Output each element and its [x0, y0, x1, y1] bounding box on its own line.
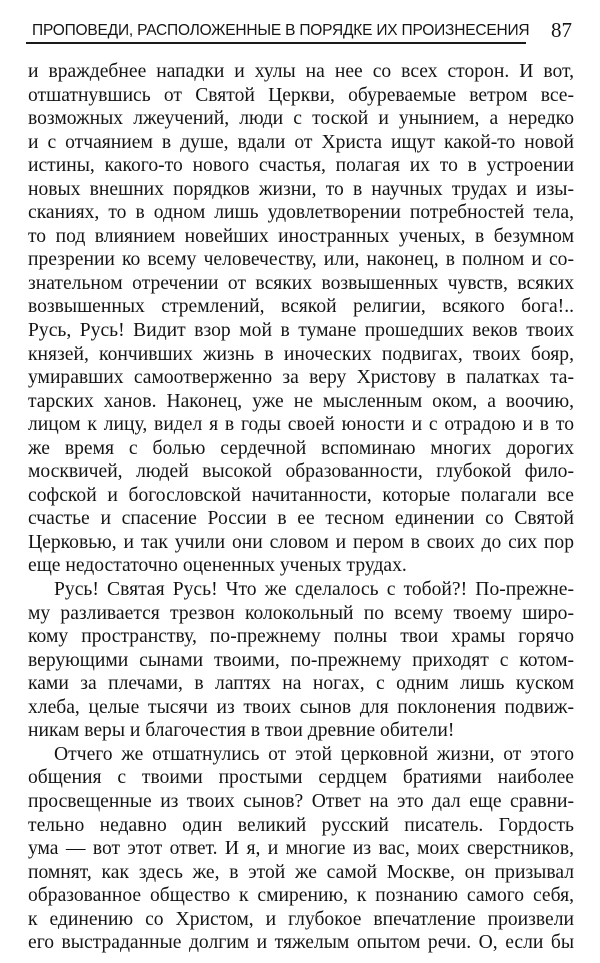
body-text [28, 60, 574, 955]
text-line: знательном отречении от всяких возвышенных чувств, всяких [28, 272, 574, 294]
text-line: истины, какого-то нового счастья, полагая их то в устроении [28, 155, 574, 177]
text-line: счастье и спасение России в ее тесном единении со Святой [28, 508, 574, 530]
text-line: и враждебнее нападки и хулы на нее со всех сторон. И вот, [28, 61, 574, 82]
text-line: к единению со Христом, и глубокое впечатление произвели [28, 908, 574, 930]
text-line: возвышенных стремлений, всякой религии, всякого бога!.. [28, 296, 574, 318]
text-line: ками за плечами, в лаптях на ногах, с одним лишь куском [28, 673, 574, 695]
paragraph [28, 743, 574, 955]
text-line: помнят, как здесь же, в этой же самой Москве, он призывал [28, 861, 574, 883]
paragraph [28, 578, 574, 743]
text-line: и с отчаянием в душе, вдали от Христа ищут какой-то новой [28, 131, 574, 153]
text-line: возможных лжеучений, люди с тоской и унынием, а нередко [28, 108, 574, 130]
text-line: му разливается трезвон колокольный по всему твоему широ- [28, 602, 574, 624]
text-line: верующими сынами твоими, по-прежнему приходят с котом- [28, 649, 574, 671]
paragraph [28, 60, 574, 578]
text-line: умиравших самоотверженно за веру Христову в палатках та- [28, 367, 574, 389]
text-line: лицом к лицу, видел я в годы своей юности и с отрадою и в то [28, 414, 574, 436]
text-line: просвещенные из твоих сынов? Ответ на это дал еще сравни- [28, 790, 574, 812]
text-line: отшатнувшись от Святой Церкви, обуреваемые ветром все- [28, 84, 574, 106]
text-line: новых внешних порядков жизни, то в научных трудах и изы- [28, 178, 574, 200]
text-line: общения с твоими простыми сердцем братиями наиболее [28, 767, 574, 789]
text-line: Отчего же отшатнулись от этой церковной жизни, от этого [54, 743, 574, 765]
text-line: Русь, Русь! Видит взор мой в тумане прошедших веков твоих [28, 320, 574, 342]
text-line: же время с болью сердечной вспоминаю многих дорогих [28, 437, 574, 459]
text-line: кому пространству, по-прежнему полны твои храмы горячо [28, 626, 574, 648]
page-number: 87 [551, 18, 572, 42]
running-header [26, 14, 574, 44]
text-line: еще недостаточно оцененных ученых трудах. [28, 555, 407, 577]
running-title: ПРОПОВЕДИ, РАСПОЛОЖЕННЫЕ В ПОРЯДКЕ ИХ ПРОИЗНЕСЕНИЯ [32, 22, 530, 39]
text-line: то под влиянием новейших иностранных ученых, в безумном [28, 225, 574, 247]
header-rule [26, 42, 526, 44]
text-line: Русь! Святая Русь! Что же сделалось с тобой?! По-прежне- [54, 579, 574, 601]
text-line: презрении ко всему человечеству, или, наконец, в полном и со- [28, 249, 574, 271]
text-line: тельно недавно один великий русский писатель. Гордость [28, 814, 574, 836]
text-line: ума — вот этот ответ. И я, и многие из вас, моих сверстников, [28, 838, 574, 860]
text-line: сканиях, то в одном лишь удовлетворении потребностей тела, [28, 202, 574, 224]
text-line: хлеба, целые тысячи из твоих сынов для поклонения подвиж- [28, 696, 574, 718]
text-line: его выстраданные долгим и тяжелым опытом речи. О, если бы [28, 932, 574, 954]
text-line: Церковью, и так учили они словом и пером в своих до сих пор [28, 531, 574, 553]
text-line: никам веры и благочестия в твои древние обители! [28, 720, 455, 742]
text-line: князей, кончивших жизнь в иноческих подвигах, твоих бояр, [28, 343, 574, 365]
text-line: софской и богословской начитанности, которые полагали все [28, 484, 574, 506]
text-line: москвичей, людей высокой образованности, глубокой фило- [28, 461, 574, 483]
text-line: образованное общество к смирению, к познанию самого себя, [28, 885, 574, 907]
text-line: тарских ханов. Наконец, уже не мысленным оком, а воочию, [28, 390, 574, 412]
